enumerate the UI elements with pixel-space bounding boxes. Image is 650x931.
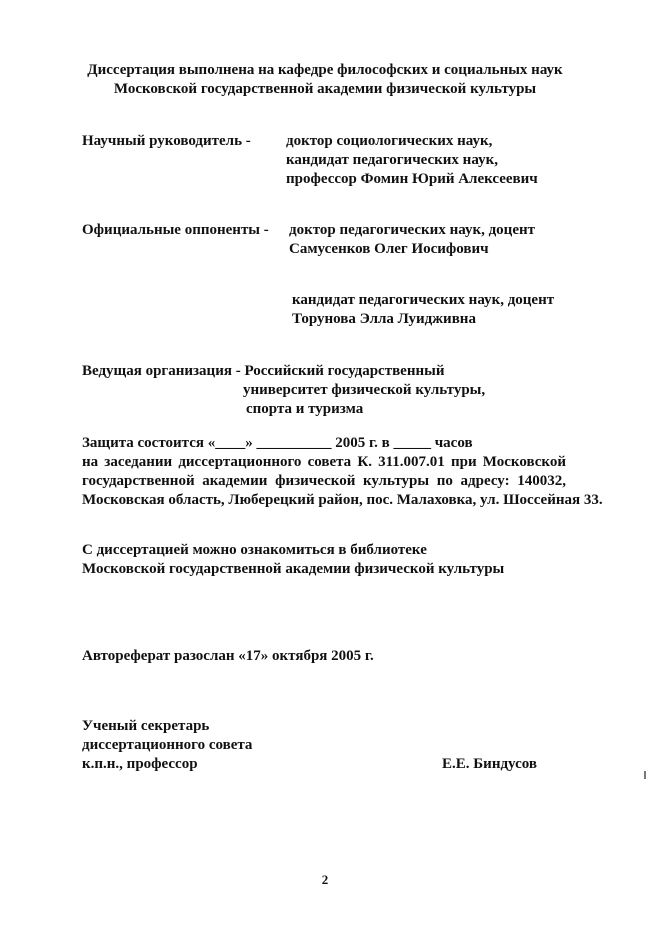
secretary-name: Е.Е. Биндусов <box>442 756 537 772</box>
header-line-2: Московской государственной академии физической культуры <box>113 81 537 97</box>
abstract-sent-date: Автореферат разослан «17» октября 2005 г. <box>82 648 374 664</box>
opponent-1-line-2: Самусенков Олег Иосифович <box>289 241 489 257</box>
defense-line-1: Защита состоится «____» __________ 2005 г. в _____ часов <box>82 435 473 451</box>
supervisor-line-2: кандидат педагогических наук, <box>286 152 498 168</box>
header-line-1: Диссертация выполнена на кафедре философских и социальных наук <box>87 62 563 78</box>
opponent-2-line-1: кандидат педагогических наук, доцент <box>292 292 555 308</box>
opponent-1-line-1: доктор педагогических наук, доцент <box>289 222 535 238</box>
leading-org-line-1: университет физической культуры, <box>243 382 486 398</box>
secretary-line-1: Ученый секретарь <box>82 718 210 734</box>
secretary-line-3: к.п.н., профессор <box>82 756 198 772</box>
page-number: 2 <box>321 872 329 887</box>
library-line-1: С диссертацией можно ознакомиться в библиотеке <box>82 542 427 558</box>
scan-edge-mark <box>644 771 646 779</box>
supervisor-label: Научный руководитель - <box>82 133 251 149</box>
leading-org-line-2: спорта и туризма <box>246 401 364 417</box>
leading-org-label: Ведущая организация - Российский государственный <box>82 363 445 379</box>
opponents-label: Официальные оппоненты - <box>82 222 269 238</box>
defense-line-2: на заседании диссертационного совета К. 311.007.01 при Московской <box>82 454 566 470</box>
library-line-2: Московской государственной академии физической культуры <box>82 561 505 577</box>
supervisor-line-3: профессор Фомин Юрий Алексеевич <box>286 171 538 187</box>
defense-line-4: Московская область, Люберецкий район, пос. Малаховка, ул. Шоссейная 33. <box>82 492 603 508</box>
secretary-line-2: диссертационного совета <box>82 737 253 753</box>
supervisor-line-1: доктор социологических наук, <box>286 133 493 149</box>
opponent-2-line-2: Торунова Элла Луидживна <box>292 311 476 327</box>
defense-line-3: государственной академии физической культуры по адресу: 140032, <box>82 473 566 489</box>
